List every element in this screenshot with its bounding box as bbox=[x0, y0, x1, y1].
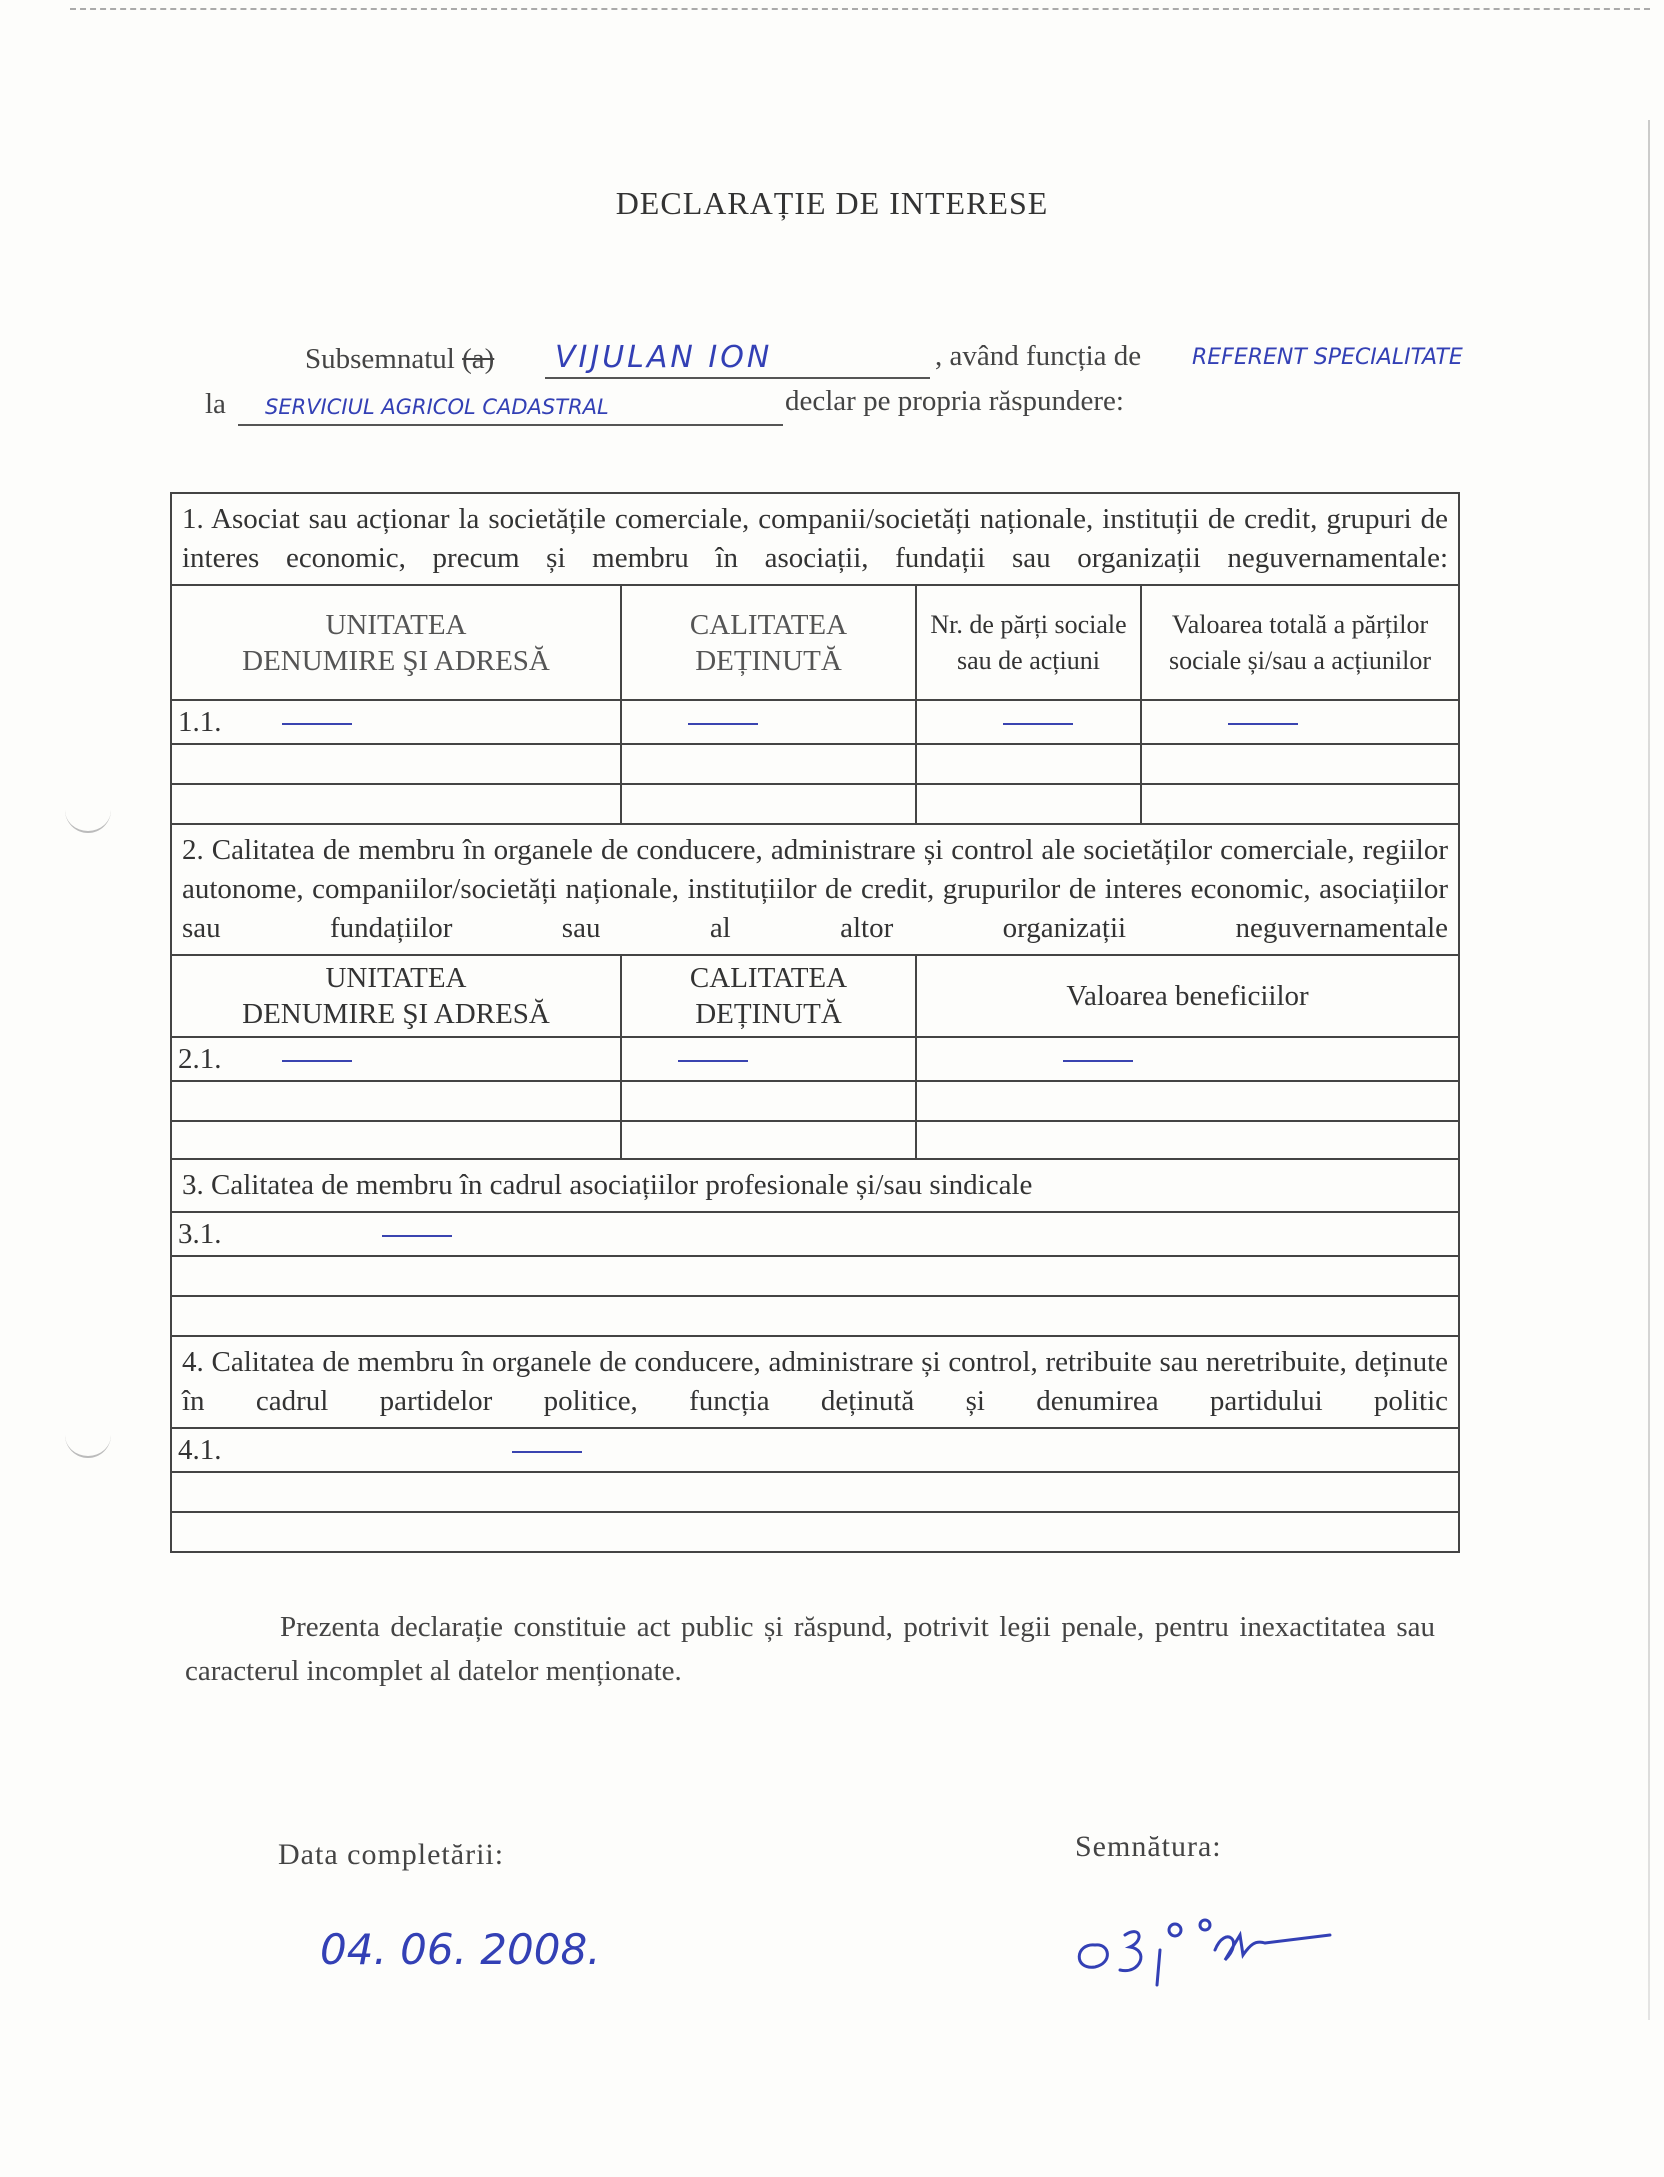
col-header-line: UNITATEA bbox=[325, 608, 467, 641]
table-cell bbox=[621, 1121, 916, 1159]
row-label: 4.1. bbox=[178, 1433, 222, 1466]
col-header-line: DEȚINUTĂ bbox=[695, 644, 842, 677]
col-header-line: DENUMIRE ŞI ADRESĂ bbox=[242, 644, 550, 677]
name-handwritten: VIJULAN ION bbox=[555, 340, 773, 375]
table-cell bbox=[916, 784, 1141, 824]
functia-handwritten: REFERENT SPECIALITATE bbox=[1192, 345, 1463, 370]
scan-edge-top bbox=[70, 8, 1650, 14]
table-cell bbox=[1141, 784, 1459, 824]
row-label: 3.1. bbox=[178, 1217, 222, 1250]
handwritten-signature bbox=[1065, 1895, 1345, 2005]
punch-hole-mark bbox=[65, 1430, 111, 1458]
scan-edge-right bbox=[1648, 120, 1650, 2020]
date-label: Data completării: bbox=[278, 1838, 505, 1871]
table-cell bbox=[916, 1081, 1459, 1121]
table-cell bbox=[621, 700, 916, 744]
table-cell bbox=[621, 1037, 916, 1081]
blank-dash bbox=[688, 723, 758, 725]
document-title: DECLARAȚIE DE INTERESE bbox=[615, 185, 1049, 221]
table-cell bbox=[1141, 700, 1459, 744]
functia-label: , având funcția de bbox=[935, 340, 1142, 372]
section1-col-value: Valoarea totală a părților sociale și/sau a acțiunilor bbox=[1141, 585, 1459, 700]
signature-label: Semnătura: bbox=[1075, 1830, 1222, 1863]
col-header-line: UNITATEA bbox=[325, 962, 467, 994]
table-cell bbox=[171, 1121, 621, 1159]
table-cell bbox=[916, 1037, 1459, 1081]
table-cell bbox=[171, 1081, 621, 1121]
subsemnatul-label: Subsemnatul bbox=[305, 343, 455, 375]
col-header-line: DEȚINUTĂ bbox=[695, 998, 842, 1030]
blank-dash bbox=[282, 723, 352, 725]
intro-line-1 bbox=[305, 343, 494, 376]
blank-dash bbox=[382, 1235, 452, 1237]
punch-hole-mark bbox=[65, 805, 111, 833]
section2-col-quality bbox=[621, 955, 916, 1037]
blank-dash bbox=[678, 1060, 748, 1062]
table-cell bbox=[171, 744, 621, 784]
unit-handwritten: SERVICIUL AGRICOL CADASTRAL bbox=[265, 395, 609, 419]
table-cell bbox=[916, 700, 1141, 744]
la-label: la bbox=[205, 388, 226, 420]
row-label: 2.1. bbox=[178, 1042, 222, 1075]
table-cell bbox=[171, 1212, 1459, 1256]
section1-heading: 1. Asociat sau acționar la societățile comerciale, companii/societăți naționale, instituții de credit, grupuri de interes economic, precum și membru în asociații, fundații sau organizații neguvernamentale: bbox=[171, 493, 1459, 585]
blank-dash bbox=[1003, 723, 1073, 725]
table-cell bbox=[171, 1296, 1459, 1336]
section4-heading: 4. Calitatea de membru în organele de conducere, administrare și control, retribuite sau neretribuite, deținute în cadrul partidelor politice, funcția deținută și denumirea partidului politic bbox=[171, 1336, 1459, 1428]
legal-statement: Prezenta declarație constituie act public și răspund, potrivit legii penale, pentru inexactitatea sau caracterul incomplet al datelor menționate. bbox=[185, 1611, 1435, 1687]
table-cell bbox=[171, 1472, 1459, 1512]
section2-col-benefits: Valoarea beneficiilor bbox=[916, 955, 1459, 1037]
table-cell bbox=[171, 700, 621, 744]
unit-underline bbox=[238, 424, 783, 426]
section1-col-unit bbox=[171, 585, 621, 700]
table-cell bbox=[621, 744, 916, 784]
interests-table bbox=[170, 492, 1460, 1553]
section3-heading: 3. Calitatea de membru în cadrul asociațiilor profesionale și/sau sindicale bbox=[171, 1159, 1459, 1212]
col-header-line: DENUMIRE ŞI ADRESĂ bbox=[242, 998, 550, 1030]
section1-col-quality bbox=[621, 585, 916, 700]
table-cell bbox=[171, 1428, 1459, 1472]
table-cell bbox=[171, 1037, 621, 1081]
table-cell bbox=[1141, 744, 1459, 784]
table-cell bbox=[171, 1512, 1459, 1552]
struck-suffix: (a) bbox=[462, 343, 495, 375]
declar-label: declar pe propria răspundere: bbox=[785, 385, 1124, 417]
section1-col-shares: Nr. de părți sociale sau de acțiuni bbox=[916, 585, 1141, 700]
blank-dash bbox=[282, 1060, 352, 1062]
col-header-line: CALITATEA bbox=[689, 608, 848, 641]
section2-col-unit bbox=[171, 955, 621, 1037]
table-cell bbox=[621, 1081, 916, 1121]
col-header-line: CALITATEA bbox=[689, 962, 848, 994]
blank-dash bbox=[1063, 1060, 1133, 1062]
table-cell bbox=[621, 784, 916, 824]
blank-dash bbox=[1228, 723, 1298, 725]
section2-heading: 2. Calitatea de membru în organele de conducere, administrare și control ale societăților comerciale, regiilor autonome, companiilor/societăți naționale, instituțiilor de credit, grupurilor de interes economic, asociațiilor sau fundațiilor sau al altor organizații neguvernamentale bbox=[171, 824, 1459, 955]
row-label: 1.1. bbox=[178, 705, 222, 738]
blank-dash bbox=[512, 1451, 582, 1453]
table-cell bbox=[916, 744, 1141, 784]
table-cell bbox=[171, 1256, 1459, 1296]
date-handwritten: 04. 06. 2008. bbox=[320, 1925, 601, 1974]
name-underline bbox=[545, 377, 930, 379]
table-cell bbox=[171, 784, 621, 824]
table-cell bbox=[916, 1121, 1459, 1159]
